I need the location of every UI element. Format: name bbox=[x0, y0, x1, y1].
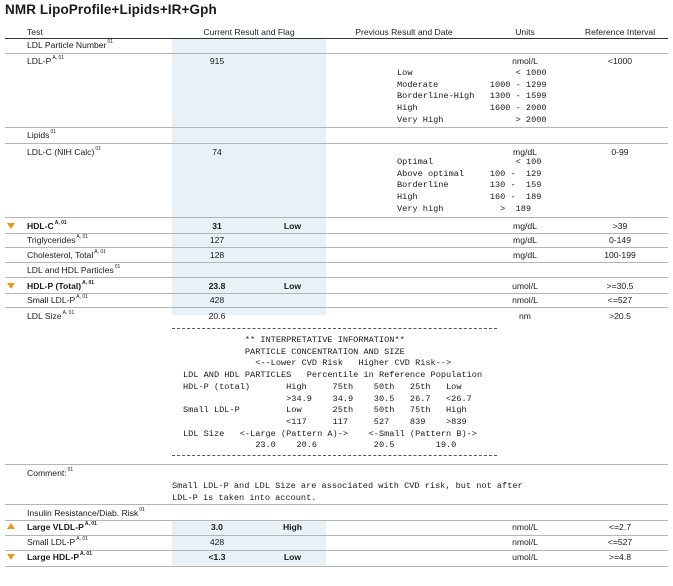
current-result: 127 bbox=[209, 235, 225, 245]
test-name: LDL Particle Number bbox=[27, 40, 107, 50]
footnote-marker: A, 01 bbox=[62, 310, 75, 316]
result-row-small-ldl-p bbox=[0, 293, 673, 308]
current-result: 428 bbox=[209, 295, 225, 305]
result-flag: High bbox=[282, 522, 303, 532]
footnote-marker: 01 bbox=[114, 264, 121, 270]
current-result: 915 bbox=[209, 56, 225, 66]
result-flag: Low bbox=[283, 221, 302, 231]
low-flag-arrow-icon bbox=[7, 554, 15, 560]
dashed-divider bbox=[172, 328, 497, 329]
section-ldl-hdl-particles bbox=[0, 263, 673, 278]
high-flag-arrow-icon bbox=[7, 523, 15, 529]
result-row-triglycerides bbox=[0, 233, 673, 248]
footnote-marker: A, 01 bbox=[80, 551, 92, 557]
result-row-large-hdl-p bbox=[0, 550, 673, 565]
current-result: 3.0 bbox=[211, 522, 223, 532]
row-divider bbox=[5, 504, 668, 505]
units: mg/dL bbox=[513, 221, 537, 231]
units: nmol/L bbox=[512, 522, 538, 532]
current-result: 20.6 bbox=[208, 311, 226, 321]
reference-interval: >39 bbox=[612, 221, 628, 231]
section-ldl-particle-number bbox=[0, 38, 673, 53]
comment-row bbox=[0, 466, 673, 481]
row-divider bbox=[5, 277, 668, 278]
header-units: Units bbox=[515, 27, 535, 37]
comment-text: Small LDL-P and LDL Size are associated with CVD risk, but not after LDL-P is taken into account. bbox=[172, 481, 523, 503]
reference-interval: >=30.5 bbox=[606, 281, 634, 291]
test-name: LDL-P bbox=[27, 56, 52, 66]
header-previous-result: Previous Result and Date bbox=[355, 27, 453, 37]
reference-interval: 100-199 bbox=[604, 250, 636, 260]
test-name: Large HDL-P bbox=[27, 552, 80, 562]
footnote-marker: A, 01 bbox=[76, 234, 89, 240]
units: nm bbox=[519, 311, 531, 321]
result-row-small-ldl-p-ir bbox=[0, 535, 673, 550]
reference-interval: >20.5 bbox=[609, 311, 631, 321]
row-divider bbox=[5, 566, 668, 567]
reference-interval: >=4.8 bbox=[609, 552, 631, 562]
test-name: LDL and HDL Particles bbox=[27, 265, 114, 275]
current-result: 31 bbox=[212, 221, 222, 231]
test-name: HDL-P (Total) bbox=[27, 281, 82, 291]
current-result: 23.8 bbox=[208, 281, 226, 291]
units: nmol/L bbox=[512, 56, 538, 66]
result-row-large-vldl-p bbox=[0, 520, 673, 535]
reference-interval: <=2.7 bbox=[609, 522, 631, 532]
test-name: Insulin Resistance/Diab. Risk bbox=[27, 508, 139, 518]
footnote-marker: A, 01 bbox=[52, 55, 65, 61]
units: umol/L bbox=[512, 281, 538, 291]
header-test: Test bbox=[27, 27, 43, 37]
ldl-c-risk-ranges: Optimal < 100 Above optimal 100 - 129 Borderline 130 - 159 High 160 - 189 Very high > 189 bbox=[397, 157, 542, 214]
test-name: HDL-C bbox=[27, 221, 54, 231]
footnote-marker: A, 01 bbox=[54, 220, 67, 226]
units: nmol/L bbox=[512, 537, 538, 547]
units: mg/dL bbox=[513, 147, 537, 157]
test-name: Cholesterol, Total bbox=[27, 250, 94, 260]
footnote-marker: A, 01 bbox=[76, 536, 88, 542]
row-divider bbox=[5, 143, 668, 144]
reference-interval: <=527 bbox=[607, 295, 633, 305]
test-name: Lipids bbox=[27, 130, 50, 140]
dashed-divider bbox=[172, 455, 497, 456]
units: nmol/L bbox=[512, 295, 538, 305]
footnote-marker: 01 bbox=[139, 507, 145, 513]
test-name: LDL-C (NIH Calc) bbox=[27, 147, 95, 157]
row-divider bbox=[5, 464, 668, 465]
result-flag: Low bbox=[283, 281, 302, 291]
footnote-marker: 01 bbox=[50, 129, 57, 135]
result-row-ldl-p bbox=[0, 54, 673, 69]
low-flag-arrow-icon bbox=[7, 223, 15, 229]
footnote-marker: A, 01 bbox=[84, 521, 97, 527]
result-row-ldl-c bbox=[0, 145, 673, 160]
interpretive-information: ** INTERPRETATIVE INFORMATION** PARTICLE CONCENTRATION AND SIZE <--Lower CVD Risk Higher CVD Risk--> LDL AND HDL PARTICLES Percentile in Reference Population HDL-P (total) High 75th 50th 25th Low >34.9 34.9 30.5 26.7 <26.7 Small LDL-P Low 25th 50th 75th High <117 117 527 839 >839 LDL Size <-Large (Pattern A)-> <-Small (Pattern B)-> 23.0 20.6 20.5 19.0 bbox=[183, 335, 483, 451]
footnote-marker: 01 bbox=[107, 39, 114, 45]
reference-interval: <=527 bbox=[607, 537, 633, 547]
current-result: 128 bbox=[209, 250, 225, 260]
footnote-marker: A, 01 bbox=[82, 280, 95, 286]
test-name: Small LDL-P bbox=[27, 295, 76, 305]
result-row-hdl-c bbox=[0, 219, 673, 234]
section-lipids bbox=[0, 128, 673, 143]
row-divider bbox=[5, 217, 668, 218]
footnote-marker: 01 bbox=[67, 467, 74, 473]
test-name: Large VLDL-P bbox=[27, 522, 84, 532]
footnote-marker: A, 01 bbox=[94, 249, 106, 255]
section-insulin-resistance bbox=[0, 506, 673, 521]
current-result: <1.3 bbox=[208, 552, 226, 562]
units: mg/dL bbox=[513, 235, 537, 245]
result-flag: Low bbox=[283, 552, 302, 562]
footnote-marker: 01 bbox=[95, 146, 101, 152]
test-name: Small LDL-P bbox=[27, 537, 76, 547]
row-divider bbox=[5, 307, 668, 308]
result-row-ldl-size bbox=[0, 309, 673, 324]
result-row-cholesterol-total bbox=[0, 248, 673, 263]
reference-interval: 0-99 bbox=[611, 147, 629, 157]
current-result: 428 bbox=[209, 537, 225, 547]
header-reference-interval: Reference Interval bbox=[584, 27, 656, 37]
low-flag-arrow-icon bbox=[7, 283, 15, 289]
report-title: NMR LipoProfile+Lipids+IR+Gph bbox=[5, 2, 217, 17]
current-result: 74 bbox=[212, 147, 222, 157]
ldl-p-risk-ranges: Low < 1000 Moderate 1000 - 1299 Borderline-High 1300 - 1599 High 1600 - 2000 Very High > 2000 bbox=[397, 68, 547, 125]
reference-interval: <1000 bbox=[607, 56, 633, 66]
header-current-result: Current Result and Flag bbox=[203, 27, 295, 37]
footnote-marker: A, 01 bbox=[76, 294, 88, 300]
units: mg/dL bbox=[513, 250, 537, 260]
test-name: LDL Size bbox=[27, 311, 62, 321]
result-row-hdl-p-total bbox=[0, 279, 673, 294]
reference-interval: 0-149 bbox=[609, 235, 631, 245]
test-name: Triglycerides bbox=[27, 235, 76, 245]
units: umol/L bbox=[512, 552, 538, 562]
test-name: Comment: bbox=[27, 468, 67, 478]
